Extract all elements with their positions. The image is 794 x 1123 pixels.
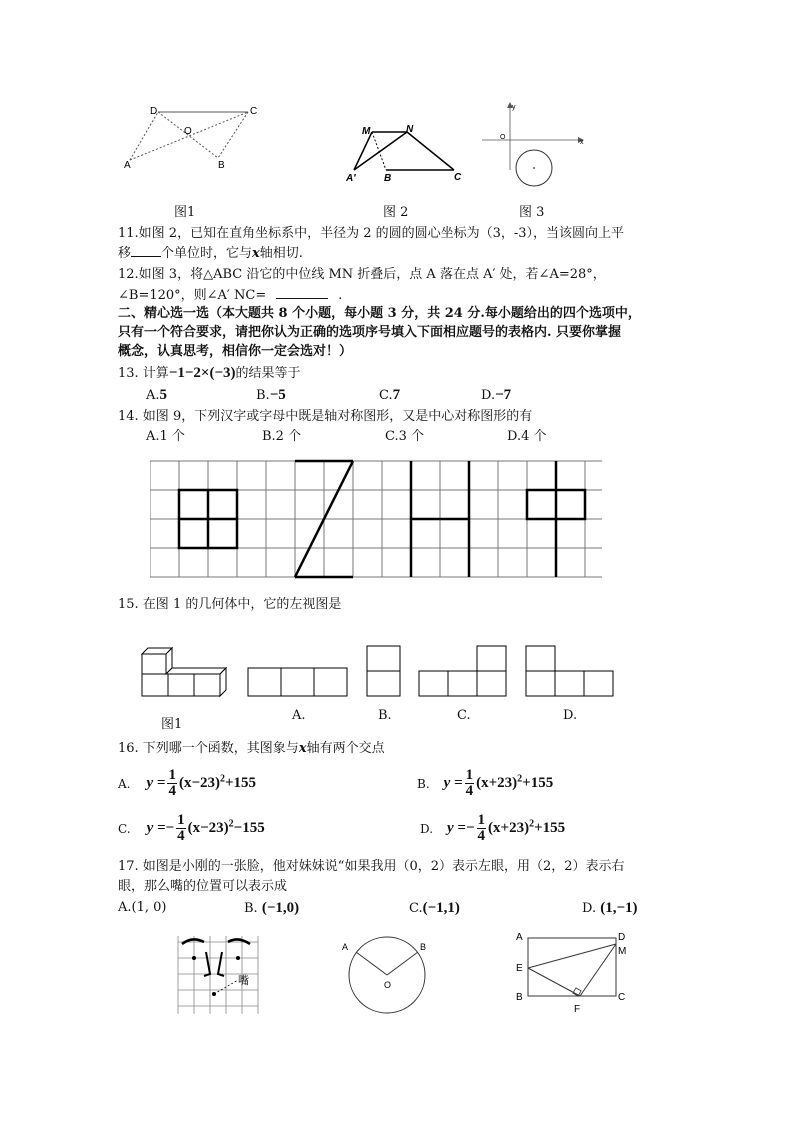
q14-char-tian (179, 490, 237, 548)
q13-stem (118, 364, 301, 383)
q16-post: 轴有两个交点 (306, 741, 385, 756)
fig1-caption: 图1 (174, 205, 196, 220)
q15-option-a-view (247, 667, 349, 697)
q17-a-letter: A. (118, 900, 132, 915)
q15-option-d[interactable]: D. (563, 708, 578, 723)
q16-d-frac-num: 1 (477, 812, 486, 828)
fig2-label-n: N (406, 124, 414, 135)
q16-a-frac-num: 1 (168, 767, 176, 783)
q17-b-letter: B. (244, 901, 258, 916)
q14-stem: 14. 如图 9，下列汉字或字母中既是轴对称图形，又是中心对称图形的有 (118, 409, 533, 424)
q17-rect-label-d: D (618, 932, 626, 943)
q13-c-value: 7 (392, 387, 401, 403)
q17-line2: 眼，那么嘴的位置可以表示成 (118, 879, 288, 894)
q11-blank[interactable] (131, 256, 161, 257)
q17-c-value: (−1,1) (422, 900, 460, 916)
q16-c-inner: (x−23) (187, 820, 229, 836)
q16-b-inner: (x+23) (476, 775, 518, 791)
section2-line3: 概念，认真思考，相信你一定会选对！） (118, 344, 353, 359)
q16-d-sign: − (465, 820, 475, 836)
q17-option-b[interactable] (244, 899, 299, 918)
fig2-label-m: M (362, 126, 371, 137)
q13-option-d[interactable] (481, 386, 511, 405)
q17-rect-label-a: A (516, 932, 523, 943)
q15-option-b-view (366, 645, 402, 697)
fig1-label-b: B (218, 160, 225, 171)
q17-circle-label-b: B (420, 942, 427, 952)
q13-c-letter: C. (379, 388, 393, 403)
q12-line1: 12.如图 3，将△ABC 沿它的中位线 MN 折叠后，点 A 落在点 A′ 处，若∠A=28°， (118, 267, 606, 282)
q16-a-tail: +155 (225, 775, 257, 791)
q17-option-a[interactable] (118, 899, 166, 917)
q17-rect-label-e: E (516, 963, 523, 974)
q16-d-tail: +155 (534, 820, 566, 836)
fig3-axis-x: x (580, 139, 584, 146)
q16-c-y: y = (146, 820, 166, 836)
q17-d-letter: D. (582, 901, 597, 916)
section2-line1: 二、精心选一选（本大题共 8 个小题，每小题 3 分，共 24 分.每小题给出的四个选项中， (118, 306, 641, 321)
q13-post: 的结果等于 (235, 366, 301, 381)
q11-var-x: x (252, 246, 260, 261)
q14-grid-figure (150, 455, 602, 579)
q17-d-value: (1,−1) (600, 900, 638, 916)
q16-d-y: y = (447, 820, 466, 836)
q16-option-a[interactable] (118, 768, 256, 799)
fig2-label-a-prime: A′ (346, 173, 356, 184)
fig3-axis-y: y (512, 104, 516, 111)
q13-a-letter: A. (146, 388, 160, 403)
q16-b-y: y = (443, 775, 463, 791)
q16-c-letter: C. (118, 821, 131, 836)
q16-option-c[interactable] (118, 813, 265, 844)
q17-option-c[interactable] (409, 899, 460, 918)
q13-option-c[interactable] (379, 386, 400, 405)
q11-post: 个单位时，它与 (161, 246, 253, 261)
q14-option-c[interactable]: C.3 个 (385, 429, 425, 444)
q17-right-eye (236, 956, 240, 960)
q12-pre: ∠B=120°，则∠A′ NC= (118, 288, 267, 303)
q17-circle-figure (336, 930, 438, 1016)
q14-option-a[interactable]: A.1 个 (146, 429, 185, 444)
q16-b-frac-num: 1 (465, 767, 474, 783)
fig2-caption: 图 2 (383, 205, 409, 220)
q15-option-d-view (525, 645, 615, 697)
fig3-origin: O (500, 134, 506, 141)
q17-b-value: (−1,0) (261, 900, 300, 916)
q16-pre: 16. 下列哪一个函数，其图象与 (118, 741, 299, 756)
q17-rect-label-c: C (618, 992, 626, 1003)
q11-line1: 11.如图 2，已知在直角坐标系中，半径为 2 的圆的圆心坐标为（3，-3），当该圆向上平 (118, 226, 625, 241)
q13-a-value: 5 (159, 387, 168, 403)
q17-rect-label-b: B (516, 992, 523, 1003)
q16-b-tail: +155 (522, 775, 554, 791)
q16-c-frac-den: 4 (177, 828, 185, 844)
q11-end: 轴相切. (259, 246, 303, 261)
q16-a-y: y = (146, 775, 166, 791)
q17-circle-label-o: O (384, 980, 392, 990)
fig2-label-c: C (454, 172, 462, 183)
q15-option-a[interactable]: A. (292, 708, 306, 723)
fig1-label-a: A (124, 160, 131, 171)
fig1-label-d: D (150, 106, 158, 117)
q17-rect-label-f: F (574, 1004, 581, 1015)
q17-rect-fold-figure (510, 928, 640, 1018)
q17-a-value: (1, 0) (131, 900, 167, 915)
q13-d-letter: D. (481, 388, 496, 403)
q16-b-frac-den: 4 (465, 783, 474, 799)
figure-2-triangle-fold (342, 120, 472, 185)
fig1-label-c: C (250, 106, 258, 117)
q16-a-frac-den: 4 (168, 783, 176, 799)
q16-stem (118, 740, 385, 758)
q17-circle-label-a: A (342, 942, 349, 952)
q15-option-c-view (418, 645, 508, 697)
fig1-label-o: O (184, 126, 192, 137)
q14-option-b[interactable]: B.2 个 (262, 429, 302, 444)
q17-line1: 17. 如图是小刚的一张脸，他对妹妹说“如果我用（0，2）表示左眼，用（2，2）表示右 (118, 859, 625, 874)
q16-c-exp: 2 (228, 818, 234, 830)
q13-option-b[interactable] (256, 386, 286, 405)
q16-option-b[interactable] (417, 768, 553, 799)
q14-char-zhong (527, 461, 585, 577)
q15-solid-figure (138, 644, 234, 700)
q16-d-inner: (x+23) (488, 820, 530, 836)
q11-pre: 移 (118, 246, 132, 261)
q16-var-x: x (298, 741, 307, 756)
q16-a-inner: (x−23) (178, 775, 220, 791)
q17-option-d[interactable] (582, 899, 638, 918)
q16-c-tail: −155 (233, 820, 265, 836)
fig2-label-b: B (384, 173, 392, 184)
figure-3-coordinate-circle (478, 100, 588, 195)
q17-c-letter: C. (409, 901, 423, 916)
q16-a-exp: 2 (220, 773, 225, 785)
q15-stem: 15. 在图 1 的几何体中，它的左视图是 (118, 597, 342, 612)
q12-line2 (118, 287, 342, 305)
q15-option-c[interactable]: C. (457, 708, 471, 723)
q13-pre: 13. 计算 (118, 366, 169, 381)
q14-option-d[interactable]: D.4 个 (507, 429, 547, 444)
q13-b-value: −5 (269, 387, 286, 403)
q17-nose (204, 952, 224, 976)
fig3-caption: 图 3 (519, 205, 545, 220)
q17-face-grid-figure (172, 932, 260, 1016)
q11-line2 (118, 245, 303, 263)
q17-mouth-label: 嘴 (238, 975, 249, 987)
q13-expr: −1−2×(−3) (168, 365, 236, 381)
q12-end: . (338, 288, 343, 303)
section2-line2: 只有一个符合要求，请把你认为正确的选项序号填入下面相应题号的表格内. 只要你掌握 (118, 325, 622, 340)
q17-left-eye (192, 956, 196, 960)
figure-1-quadrilateral (118, 100, 268, 175)
q16-d-letter: D. (420, 821, 434, 836)
q16-d-exp: 2 (529, 818, 535, 830)
q16-d-frac-den: 4 (477, 828, 486, 844)
q12-blank[interactable] (276, 298, 328, 299)
q15-option-b[interactable]: B. (378, 708, 392, 723)
q13-b-letter: B. (256, 388, 270, 403)
q17-rect-label-m: M (618, 946, 627, 957)
q16-b-letter: B. (417, 776, 430, 791)
q16-c-frac-num: 1 (177, 812, 185, 828)
q15-fig-label: 图1 (161, 717, 183, 732)
q16-b-exp: 2 (517, 773, 523, 785)
q16-c-sign: − (165, 820, 175, 836)
q16-option-d[interactable] (420, 813, 565, 844)
q13-option-a[interactable] (146, 386, 167, 405)
q16-a-letter: A. (118, 776, 131, 791)
q13-d-value: −7 (495, 387, 512, 403)
